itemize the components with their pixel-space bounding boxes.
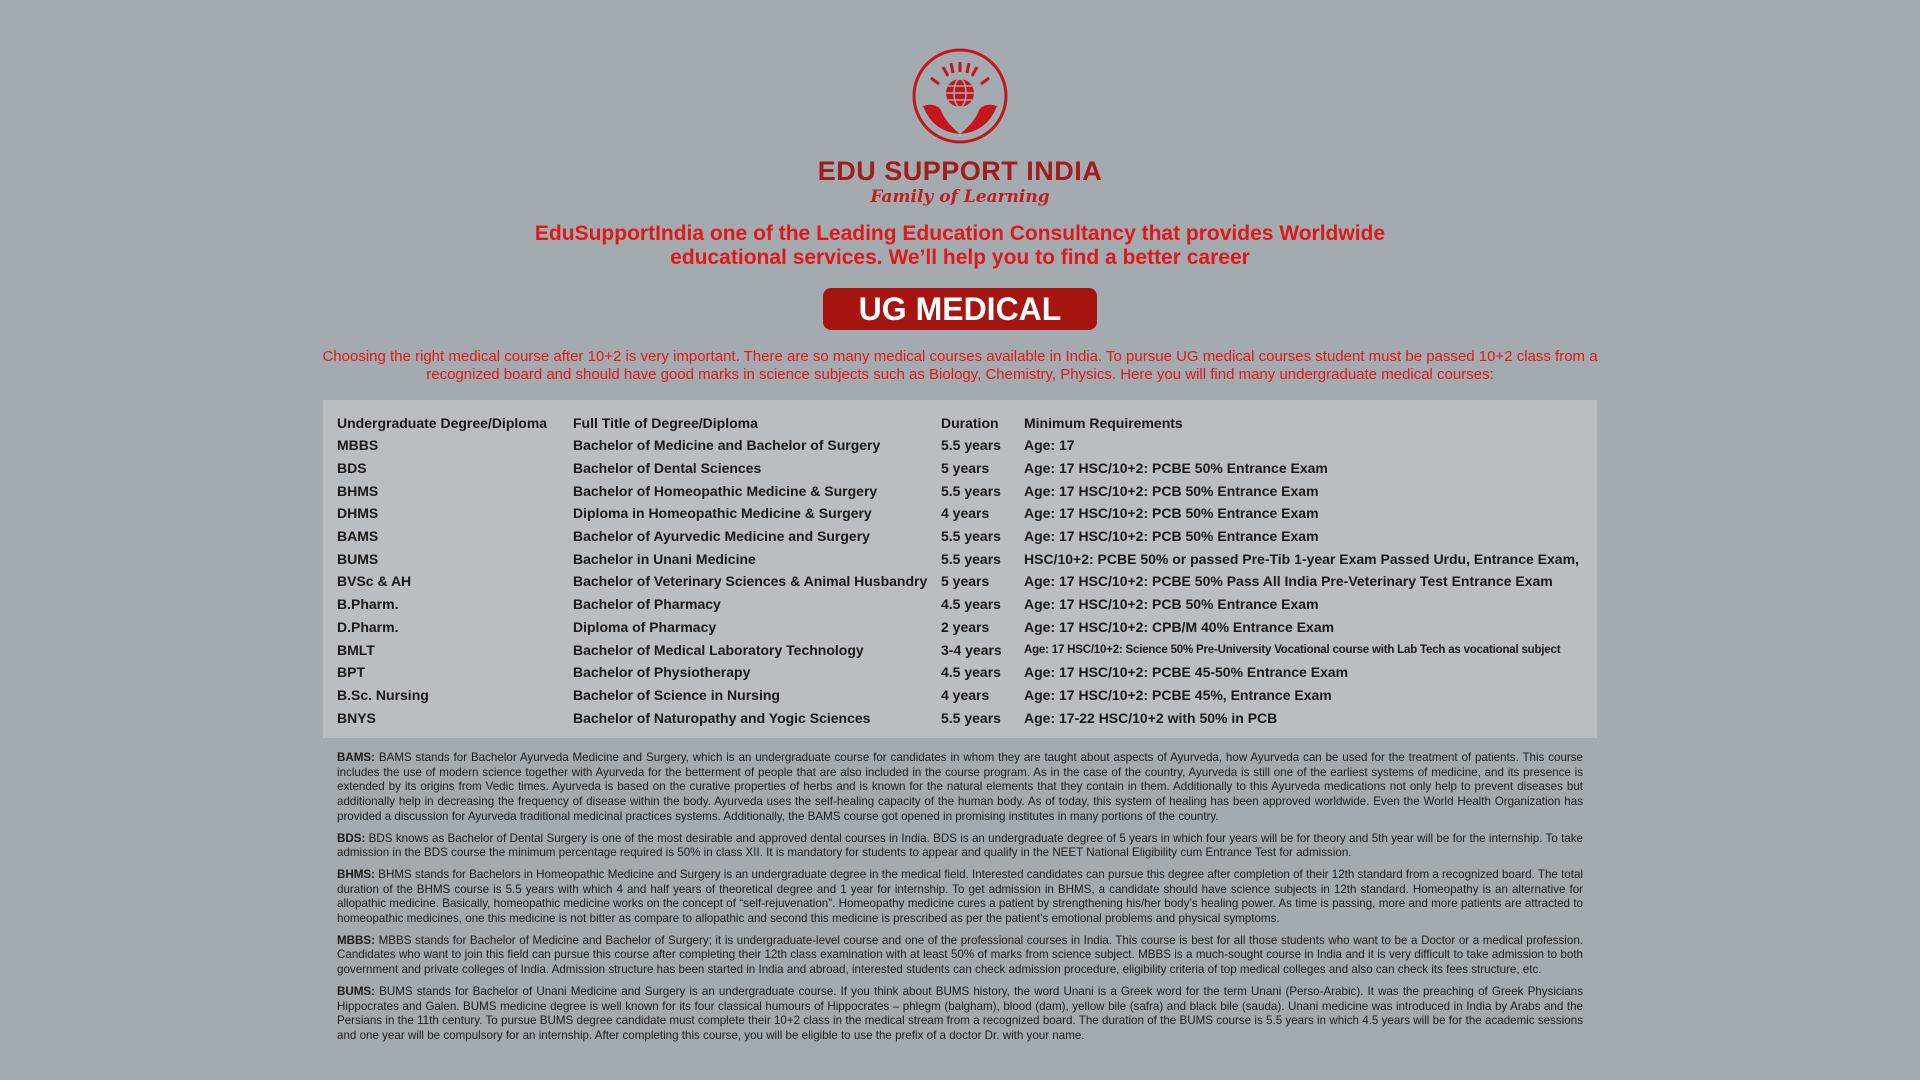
column-header-duration: Duration: [941, 415, 999, 431]
cell-duration: 2 years: [941, 618, 990, 635]
description-term: BHMS:: [337, 867, 375, 881]
description-text: MBBS stands for Bachelor of Medicine and Bachelor of Surgery; it is undergraduate-level course and one of the professional courses in India. This course is best for all those students who want to be a Doctor or a medical profession. Candidates who want to join this field can pursue this course after completing their 12th class examination with at least 50% of marks from science subject. MBBS is a much-sought course in India and it is very difficult to take admission to both government and private colleges of India. Admission structure has been started in India and abroad, interested students can check admission procedure, eligibility criteria of top medical colleges and also can check its fees structure, etc.: [337, 933, 1583, 977]
cell-degree: BMLT: [337, 641, 375, 658]
cell-duration: 5 years: [941, 460, 990, 477]
cell-requirements: Age: 17 HSC/10+2: PCBE 50% Pass All India Pre-Veterinary Test Entrance Exam: [1024, 573, 1553, 590]
cell-duration: 5.5 years: [941, 550, 1001, 567]
description-bhms: [337, 868, 1583, 927]
section-title-badge: UG MEDICAL: [823, 288, 1097, 330]
table-row: [337, 502, 1584, 525]
cell-degree: DHMS: [337, 505, 379, 522]
cell-degree: B.Sc. Nursing: [337, 686, 429, 703]
cell-full-title: Bachelor of Naturopathy and Yogic Sciences: [573, 709, 871, 726]
cell-full-title: Bachelor of Science in Nursing: [573, 686, 780, 703]
cell-full-title: Bachelor of Dental Sciences: [573, 460, 762, 477]
description-bams: [337, 751, 1583, 825]
cell-full-title: Bachelor of Homeopathic Medicine & Surgery: [573, 482, 878, 499]
cell-duration: 3-4 years: [941, 641, 1002, 658]
cell-full-title: Bachelor of Medical Laboratory Technology: [573, 641, 864, 658]
description-text: BAMS stands for Bachelor Ayurveda Medicine and Surgery, which is an undergraduate course for candidates in whom they are taught about aspects of Ayurveda, how Ayurveda can be used for the treatment of patients. This course includes the use of modern science together with Ayurveda for the betterment of people that are also included in the course program. As in the case of the country, Ayurveda is still one of the earliest systems of medicine, and its presence is extended by its origins from Vedic times. Ayurveda is based on the curative properties of herbs and is known for the natural elements that they contain in them. Additionally to this Ayurveda medications not only help to prevent diseases but additionally help in decreasing the frequency of disease within the body. Ayurveda uses the self-healing capacity of the human body. As of today, this system of healing has been approved worldwide. Even the World Health Organization has provided a discussion for Ayurveda traditional medicinal practices systems. Additionally, the BAMS course got opened in promising institutes in many portions of the country.: [337, 751, 1583, 823]
description-text: BUMS stands for Bachelor of Unani Medicine and Surgery is an undergraduate course. If you think about BUMS history, the word Unani is a Greek word for the term Unani (Perso-Arabic). It was the preaching of Greek Physicians Hippocrates and Galen. BUMS medicine degree is well known for its four classical humours of Hippocrates – phlegm (balgham), blood (dam), yellow bile (safra) and black bile (sauda). Unani medicine was introduced in India by Arabs and the Persians in the 11th century. To pursue BUMS degree candidate must complete their 10+2 class in the medical stream from a recognized board. The duration of the BUMS course is 5.5 years in which 4.5 years will be for the academic sessions and one year will be compulsory for an internship. After completing this course, you will be eligible to use the prefix of a doctor Dr. with your name.: [337, 984, 1583, 1042]
table-header-row: [337, 412, 1584, 434]
cell-duration: 4 years: [941, 505, 990, 522]
cell-requirements: Age: 17: [1024, 437, 1075, 454]
table-row: [337, 525, 1584, 548]
table-row: [337, 547, 1584, 570]
table-row: [337, 479, 1584, 502]
table-row: [337, 706, 1584, 729]
column-header-degree: Undergraduate Degree/Diploma: [337, 415, 548, 431]
cell-requirements: Age: 17 HSC/10+2: PCB 50% Entrance Exam: [1024, 596, 1319, 613]
description-bums: [337, 985, 1583, 1044]
cell-duration: 4.5 years: [941, 596, 1001, 613]
cell-full-title: Bachelor of Ayurvedic Medicine and Surgery: [573, 528, 870, 545]
description-text: BDS knows as Bachelor of Dental Surgery is one of the most desirable and approved dental courses in India. BDS is an undergraduate degree of 5 years in which four years will be for theory and 5th year will be for the internship. To take admission in the BDS course the minimum percentage required is 50% in class XII. It is mandatory for students to appear and qualify in the NEET National Eligibility cum Entrance Test for admission.: [337, 831, 1583, 860]
cell-degree: BDS: [337, 460, 367, 477]
cell-duration: 4.5 years: [941, 664, 1001, 681]
cell-duration: 4 years: [941, 686, 990, 703]
intro-paragraph: Choosing the right medical course after 10+2 is very important. There are so many medical courses available in India. To pursue UG medical courses student must be passed 10+2 class from a recognized board and should have good marks in science subjects such as Biology, Chemistry, Physics. Here you will find many undergraduate medical courses:: [322, 348, 1598, 383]
cell-requirements: Age: 17 HSC/10+2: PCBE 45-50% Entrance Exam: [1024, 664, 1349, 681]
table-row: [337, 593, 1584, 616]
cell-degree: BHMS: [337, 482, 379, 499]
cell-degree: BUMS: [337, 550, 379, 567]
description-mbbs: [337, 934, 1583, 978]
brand-header: [0, 48, 1920, 207]
headline-line-2: educational services. We’ll help you to find a better career: [670, 246, 1250, 269]
cell-duration: 5.5 years: [941, 437, 1001, 454]
table-row: [337, 570, 1584, 593]
table-row: [337, 638, 1584, 661]
cell-requirements: HSC/10+2: PCBE 50% or passed Pre-Tib 1-year Exam Passed Urdu, Entrance Exam,: [1024, 550, 1579, 567]
column-header-requirements: Minimum Requirements: [1024, 415, 1183, 431]
cell-degree: BAMS: [337, 528, 379, 545]
table-row: [337, 457, 1584, 480]
cell-duration: 5.5 years: [941, 709, 1001, 726]
cell-full-title: Bachelor of Veterinary Sciences & Animal Husbandry: [573, 573, 928, 590]
description-term: MBBS:: [337, 933, 375, 947]
cell-full-title: Bachelor of Medicine and Bachelor of Surgery: [573, 437, 881, 454]
course-descriptions: [337, 751, 1583, 1051]
cell-duration: 5.5 years: [941, 482, 1001, 499]
cell-full-title: Bachelor of Pharmacy: [573, 596, 721, 613]
cell-degree: BVSc & AH: [337, 573, 412, 590]
cell-degree: BPT: [337, 664, 365, 681]
brand-name: EDU SUPPORT INDIA: [817, 156, 1103, 186]
cell-requirements: Age: 17 HSC/10+2: PCBE 50% Entrance Exam: [1024, 460, 1328, 477]
cell-requirements: Age: 17 HSC/10+2: PCB 50% Entrance Exam: [1024, 505, 1319, 522]
cell-requirements: Age: 17 HSC/10+2: CPB/M 40% Entrance Exam: [1024, 618, 1335, 635]
cell-requirements: Age: 17 HSC/10+2: PCB 50% Entrance Exam: [1024, 528, 1319, 545]
headline-line-1: EduSupportIndia one of the Leading Education Consultancy that provides Worldwide: [534, 222, 1386, 245]
cell-requirements: Age: 17 HSC/10+2: PCBE 45%, Entrance Exam: [1024, 686, 1332, 703]
description-bds: [337, 832, 1583, 861]
cell-duration: 5 years: [941, 573, 990, 590]
courses-table-panel: [323, 400, 1597, 738]
table-row: [337, 616, 1584, 639]
description-term: BUMS:: [337, 984, 375, 998]
table-row: [337, 684, 1584, 707]
description-term: BDS:: [337, 831, 366, 845]
cell-full-title: Bachelor in Unani Medicine: [573, 550, 756, 567]
table-row: [337, 434, 1584, 457]
cell-requirements: Age: 17 HSC/10+2: Science 50% Pre-University Vocational course with Lab Tech as vocational subject: [1024, 643, 1561, 656]
courses-table: [337, 412, 1584, 729]
cell-duration: 5.5 years: [941, 528, 1001, 545]
headline: [0, 222, 1920, 270]
column-header-full-title: Full Title of Degree/Diploma: [573, 415, 758, 431]
globe-hands-icon: [905, 48, 1015, 148]
table-row: [337, 661, 1584, 684]
cell-requirements: Age: 17-22 HSC/10+2 with 50% in PCB: [1024, 709, 1278, 726]
brand-tagline: Family of Learning: [870, 187, 1050, 207]
cell-full-title: Bachelor of Physiotherapy: [573, 664, 751, 681]
cell-full-title: Diploma of Pharmacy: [573, 618, 717, 635]
cell-degree: BNYS: [337, 709, 376, 726]
cell-full-title: Diploma in Homeopathic Medicine & Surgery: [573, 505, 872, 522]
description-term: BAMS:: [337, 751, 375, 764]
description-text: BHMS stands for Bachelors in Homeopathic Medicine and Surgery is an undergraduate degree in the medical field. Interested candidates can pursue this degree after completion of their 12th standard from a recognized board. The total duration of the BHMS course is 5.5 years with which 4 and half years of theoretical degree and 1 year for internship. To get admission in BHMS, a candidate should have science subjects in 12th standard. Homeopathy is an alternative for allopathic medicine. Basically, homeopathic medicine works on the concept of “self-rejuvenation”. Homeopathy medicine cures a patient by strengthening his/her body’s healing power. As time is passing, more and more patients are attracted to homeopathic medicines, one this medicine is not bitter as compare to allopathic and second this medicine is prescribed as per the patient’s emotional problems and physical symptoms.: [337, 867, 1583, 926]
cell-requirements: Age: 17 HSC/10+2: PCB 50% Entrance Exam: [1024, 482, 1319, 499]
cell-degree: MBBS: [337, 437, 379, 454]
cell-degree: D.Pharm.: [337, 618, 399, 635]
cell-degree: B.Pharm.: [337, 596, 399, 613]
